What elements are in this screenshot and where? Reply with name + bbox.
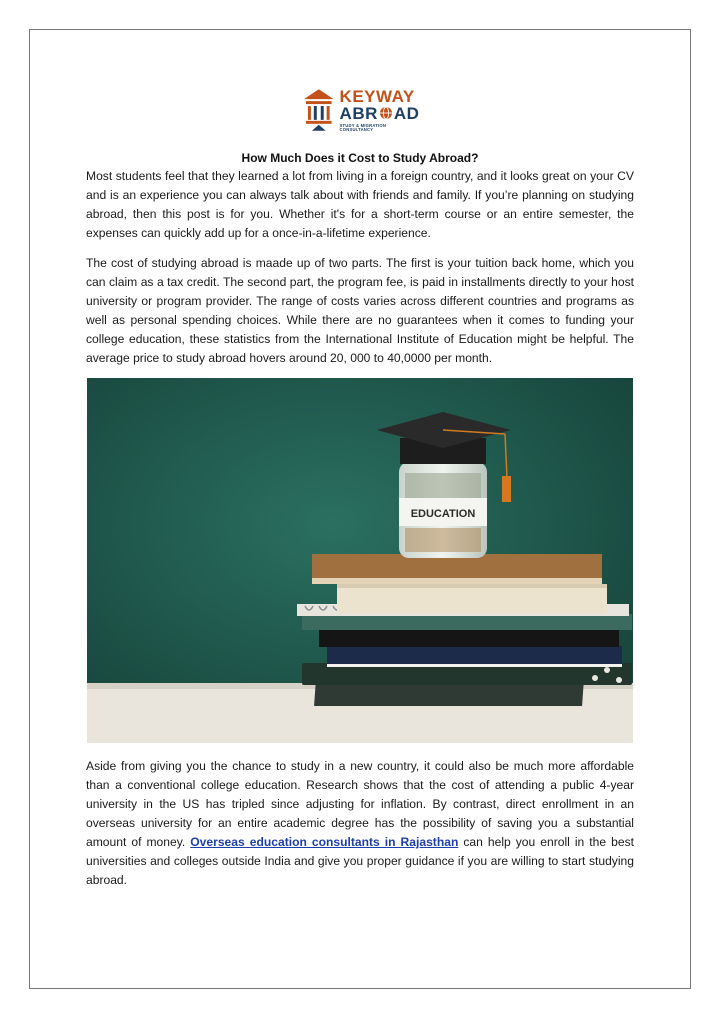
logo-wordmark-right: AD [393, 103, 420, 123]
education-jar-photo [87, 378, 633, 743]
building-logo-icon [302, 85, 336, 135]
paragraph-affordability-text-2: can help you enroll in the best universities and colleges outside India and give you proper guidance if you are willing to start studying abroad. [86, 835, 634, 887]
paragraph-cost: The cost of studying abroad is maade up of two parts. The first is your tuition back home, which you can claim as a tax credit. The second part, the program fee, is paid in installments directly to your host university or program provider. The range of costs varies across different countries and programs as well as personal spending choices. While there are no guarantees when it comes to funding your college education, these statistics from the International Institute of Education might be helpful. The average price to study abroad hovers around 20, 000 to 40,0000 per month. [86, 256, 634, 365]
paragraph-affordability-text-1: Aside from giving you the chance to study in a new country, it could also be much more affordable than a conventional college education. Research shows that the cost of attending a public 4-year university in the US has tripled since adjusting for inflation. By contrast, direct enrollment in an overseas university for an entire academic degree has the possibility of saving you a substantial amount of money. [86, 759, 634, 849]
logo-tagline: STUDY & MIGRATION CONSULTANCY [339, 122, 387, 132]
logo-wordmark-line2 [340, 105, 420, 122]
paragraph-intro: Most students feel that they learned a lot from living in a foreign country, and it looks great on your CV and is an experience you can always talk about with friends and family. If you’re planning on studying abroad, then this post is for you. Whether it's for a short-term course or an entire semester, the expenses can quickly add up for a once-in-a-lifetime experience. [86, 169, 634, 240]
jar-label-text: EDUCATION [410, 508, 476, 520]
logo-wordmark-left: ABR [339, 103, 378, 123]
education-photo-illustration [87, 378, 633, 743]
keyway-abroad-logo [302, 85, 420, 135]
paragraph-affordability [86, 757, 634, 890]
logo-wordmark-line1: KEYWAY [339, 86, 415, 106]
overseas-consultants-link[interactable]: Overseas education consultants in Rajasthan [190, 835, 459, 849]
article-title: How Much Does it Cost to Study Abroad? [241, 151, 479, 165]
globe-icon [379, 106, 393, 120]
